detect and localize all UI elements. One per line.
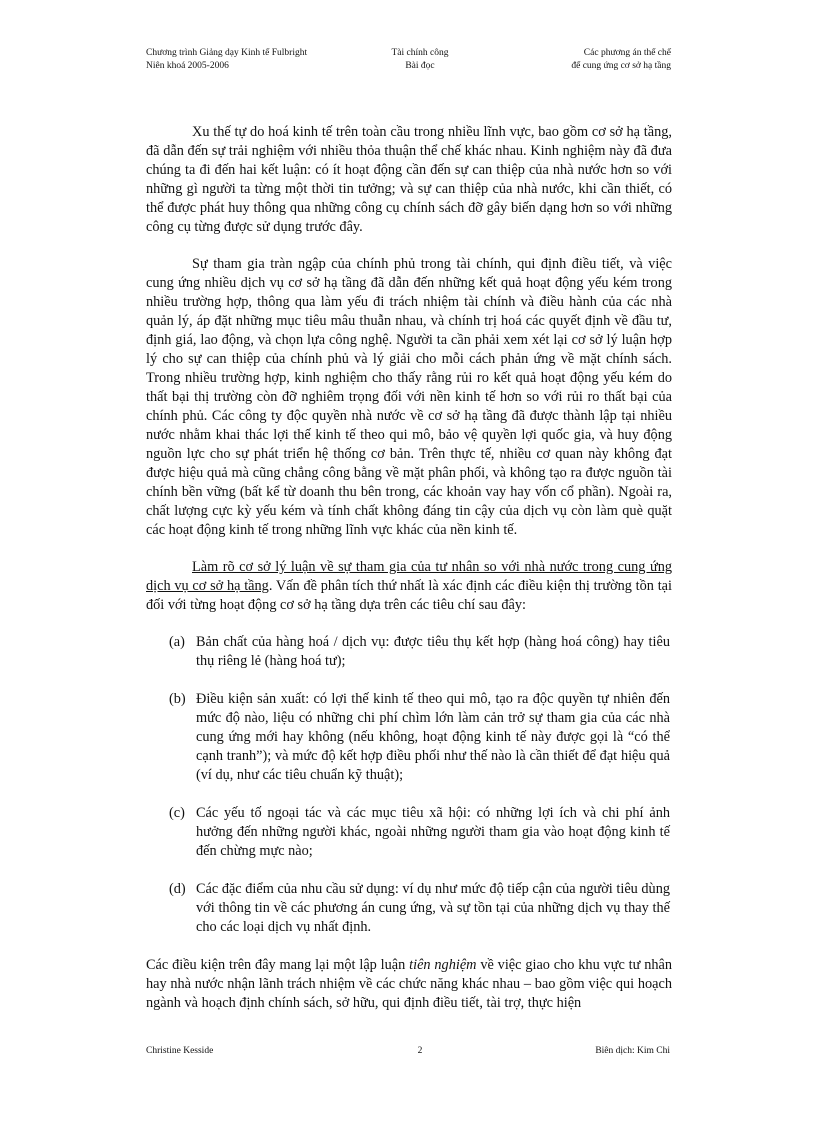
- list-item: [146, 690, 672, 785]
- program-name: Chương trình Giảng dạy Kinh tế Fulbright: [146, 48, 308, 58]
- academic-year: Niên khoá 2005-2006: [146, 60, 229, 71]
- list-item-text: Các đặc điểm của nhu cầu sử dụng: ví dụ như mức độ tiếp cận của người tiêu dùng với thông tin về các phương án cung ứng, và sự tồn tại của những dịch vụ thay thế cho các loại dịch vụ nhất định.: [196, 881, 670, 935]
- list-marker: (d): [169, 881, 186, 897]
- paragraph-4: [146, 956, 672, 1013]
- list-item: [146, 880, 672, 937]
- footer-author: Christine Kesside: [146, 1046, 214, 1056]
- list-item-text: Điều kiện sản xuất: có lợi thế kinh tế theo qui mô, tạo ra độc quyền tự nhiên đến mức độ nào, liệu có những chi phí chìm lớn làm cản trở sự tham gia của các nhà cung ứng mới hay không (nếu không, hoạt động kinh tế này được gọi là “có thể cạnh tranh”); và mức độ kết hợp điều phối như thế nào là cần thiết để đạt hiệu quả (ví dụ, như các tiêu chuẩn kỹ thuật);: [196, 691, 670, 783]
- paragraph-3-text: . Vấn đề phân tích thứ nhất là xác định các điều kiện thị trường tồn tại đối với từng hoạt động cơ sở hạ tầng dựa trên các tiêu chí sau đây:: [146, 578, 672, 613]
- page-number: 2: [417, 1046, 423, 1056]
- list-marker: (a): [169, 634, 185, 650]
- footer-translator: Biên dịch: Kim Chi: [595, 1046, 670, 1056]
- course-name: Tài chính công: [391, 48, 449, 58]
- criteria-list: [146, 633, 672, 937]
- paragraph-2: Sự tham gia tràn ngập của chính phủ trong tài chính, qui định điều tiết, và việc cung ứng nhiều dịch vụ cơ sở hạ tầng đã dẫn đến những kết quả hoạt động yếu kém trong nhiều trường hợp, thông qua làm yếu đi trách nhiệm tài chính và điều hành của các nhà quản lý, áp đặt những mục tiêu mâu thuẫn nhau, và chính trị hoá các quyết định về đầu tư, định giá, lao động, và chọn lựa công nghệ. Người ta cần phải xem xét lại cơ sở lý luận hợp lý cho sự can thiệp của chính phủ và lý giải cho mỗi cách phản ứng về mặt chính sách. Trong nhiều trường hợp, kinh nghiệm cho thấy rằng rủi ro kết quả hoạt động yếu kém do thất bại thị trường còn đỡ nghiêm trọng đối với nền kinh tế hơn so với rủi ro thất bại của chính phủ. Các công ty độc quyền nhà nước về cơ sở hạ tầng đã được thành lập tại nhiều nước nhằm khai thác lợi thế kinh tế theo qui mô, bảo vệ quyền lợi quốc gia, và huy động nguồn lực cho sự phát triển hệ thống cơ bản. Trên thực tế, nhiều cơ quan này không đạt được hiệu quả mà cũng chẳng công bằng về mặt phân phối, và không tạo ra được nguồn tài chính bền vững (bất kể từ doanh thu bên trong, các khoản vay hay vốn cổ phần). Ngoài ra, chất lượng cực kỳ yếu kém và tính chất không đáng tin cậy của dịch vụ còn làm què quặt các hoạt động kinh tế trong những lĩnh vực khác của nền kinh tế.: [146, 256, 672, 538]
- underlined-heading: Làm rõ cơ sở lý luận về sự tham gia của tư nhân so với nhà nước trong cung ứng dịch vụ cơ sở hạ tầng: [146, 559, 672, 594]
- paragraph-4-start: Các điều kiện trên đây mang lại một lập luận: [146, 957, 410, 973]
- list-item: [146, 804, 672, 861]
- paragraph-4-end: về việc giao cho khu vực tư nhân hay nhà nước nhận lãnh trách nhiệm về các chức năng khác nhau – bao gồm việc qui hoạch ngành và hoạch định chính sách, sở hữu, qui định điều tiết, tài trợ, thực hiện: [146, 957, 672, 1011]
- document-title-line2: để cung ứng cơ sở hạ tầng: [571, 60, 671, 71]
- list-item-text: Các yếu tố ngoại tác và các mục tiêu xã hội: có những lợi ích và chi phí ảnh hưởng đến những người khác, ngoài những người tham gia vào hoạt động kinh tế đến chừng mực nào;: [196, 805, 670, 859]
- header-left: [146, 47, 307, 72]
- paragraph-3: [146, 558, 672, 615]
- list-item-text: Bản chất của hàng hoá / dịch vụ: được tiêu thụ kết hợp (hàng hoá công) hay tiêu thụ riêng lẻ (hàng hoá tư);: [196, 634, 670, 669]
- header-right: [535, 47, 671, 72]
- list-marker: (c): [169, 805, 185, 821]
- list-item: [146, 633, 672, 671]
- header-center: [370, 47, 470, 72]
- list-marker: (b): [169, 691, 186, 707]
- document-type: Bài đọc: [405, 60, 435, 71]
- paragraph-1: Xu thế tự do hoá kinh tế trên toàn cầu trong nhiều lĩnh vực, bao gồm cơ sở hạ tầng, đã dẫn đến sự trải nghiệm với nhiều thỏa thuận thể chế khác nhau. Kinh nghiệm này đã đưa chúng ta đi đến hai kết luận: có ít hoạt động cần đến sự can thiệp của nhà nước hơn so với những gì người ta từng một thời tin tưởng; và sự can thiệp của nhà nước, khi cần thiết, có thể được phát huy thông qua những công cụ chính sách đỡ gây biến dạng hơn so với những công cụ từng được sử dụng trước đây.: [146, 124, 672, 235]
- italic-term: tiên nghiệm: [409, 957, 477, 973]
- body-text: [146, 123, 672, 1031]
- document-title-line1: Các phương án thể chế: [583, 48, 671, 58]
